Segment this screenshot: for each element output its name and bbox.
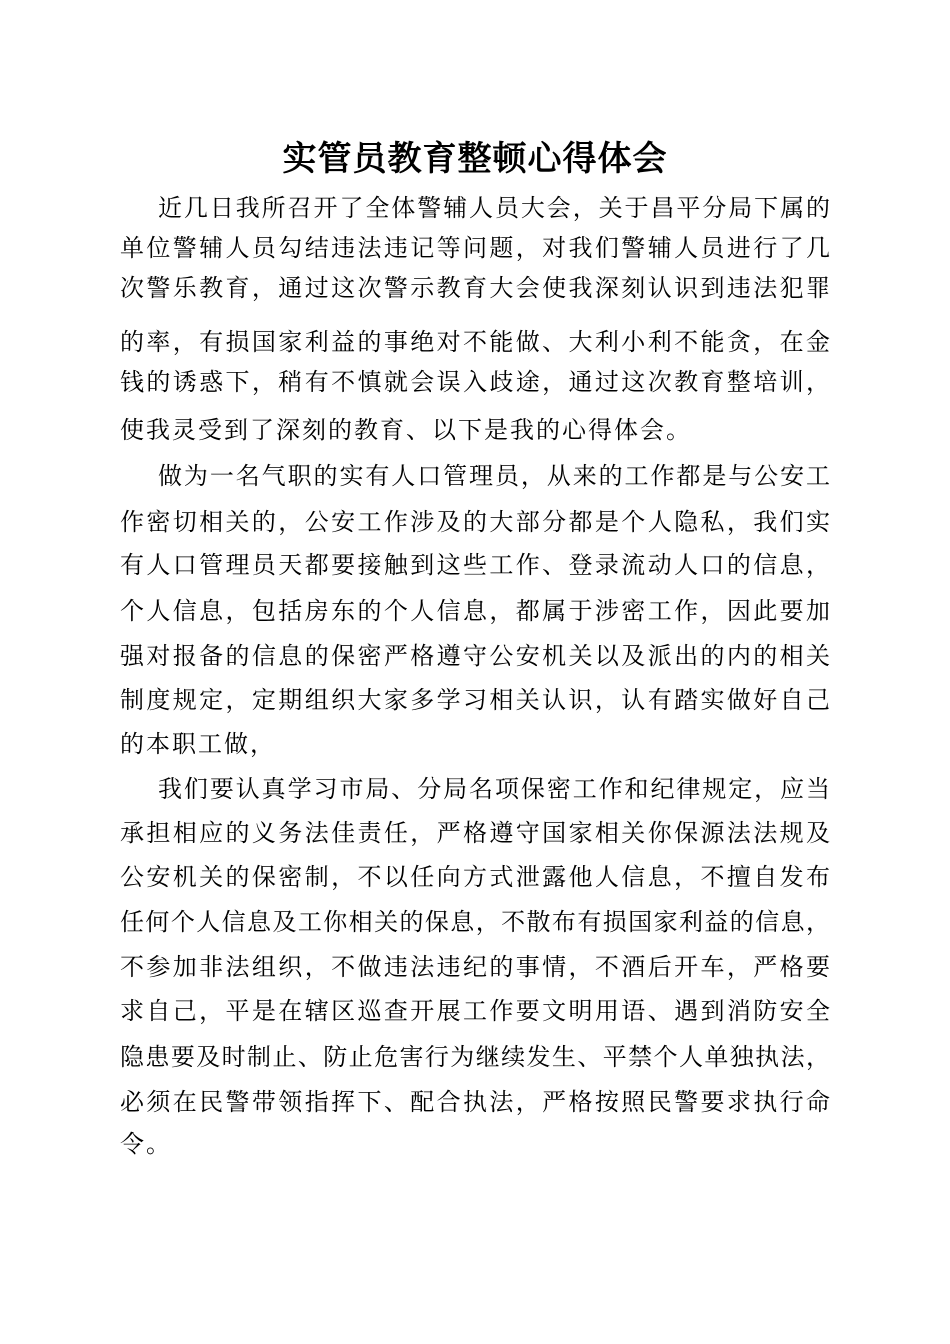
paragraph-3-line-6: 求自己，平是在辖区巡查开展工作要文明用语、遇到消防安全: [120, 997, 830, 1025]
paragraph-1-line-6: 使我灵受到了深刻的教育、以下是我的心得体会。: [120, 416, 692, 444]
paragraph-2-line-4: 个人信息，包括房东的个人信息，都属于涉密工作，因此要加: [120, 597, 830, 625]
paragraph-2-line-5: 强对报备的信息的保密严格遵守公安机关以及派出的内的相关: [120, 642, 830, 670]
paragraph-3-line-1: 我们要认真学习市局、分局名项保密工作和纪律规定，应当: [158, 775, 830, 803]
paragraph-3-line-4: 任何个人信息及工你相关的保息，不散布有损国家利益的信息，: [120, 908, 830, 936]
paragraph-2-line-6: 制度规定，定期组织大家多学习相关认识，认有踏实做好自己: [120, 686, 830, 714]
paragraph-3-line-5: 不参加非法组织，不做违法违纪的事情，不酒后开车，严格要: [120, 953, 830, 981]
paragraph-2-line-7: 的本职工做，: [120, 730, 276, 758]
document-title: 实管员教育整顿心得体会: [282, 139, 668, 179]
paragraph-1-line-3: 次警乐教育，通过这次警示教育大会使我深刻认识到违法犯罪: [120, 274, 830, 302]
paragraph-1-line-1: 近几日我所召开了全体警辅人员大会，关于昌平分局下属的: [158, 194, 830, 222]
paragraph-2-line-3: 有人口管理员天都要接触到这些工作、登录流动人口的信息，: [120, 551, 830, 579]
paragraph-3-line-2: 承担相应的义务法佳责任，严格遵守国家相关你保源法法规及: [120, 819, 830, 847]
paragraph-1-line-4: 的率，有损国家利益的事绝对不能做、大利小利不能贪，在金: [120, 328, 830, 356]
paragraph-3-line-8: 必须在民警带领指挥下、配合执法，严格按照民警要求执行命: [120, 1088, 830, 1116]
paragraph-2-line-1: 做为一名气职的实有人口管理员，从来的工作都是与公安工: [158, 462, 830, 490]
paragraph-1-line-2: 单位警辅人员勾结违法违记等问题，对我们警辅人员进行了几: [120, 234, 830, 262]
paragraph-1-line-5: 钱的诱惑下，稍有不慎就会误入歧途，通过这次教育整培训，: [120, 368, 830, 396]
paragraph-3-line-9: 令。: [120, 1130, 172, 1158]
paragraph-2-line-2: 作密切相关的，公安工作涉及的大部分都是个人隐私，我们实: [120, 508, 830, 536]
paragraph-3-line-7: 隐患要及时制止、防止危害行为继续发生、平禁个人单独执法，: [120, 1043, 830, 1071]
paragraph-3-line-3: 公安机关的保密制，不以任向方式泄露他人信息，不擅自发布: [120, 863, 830, 891]
